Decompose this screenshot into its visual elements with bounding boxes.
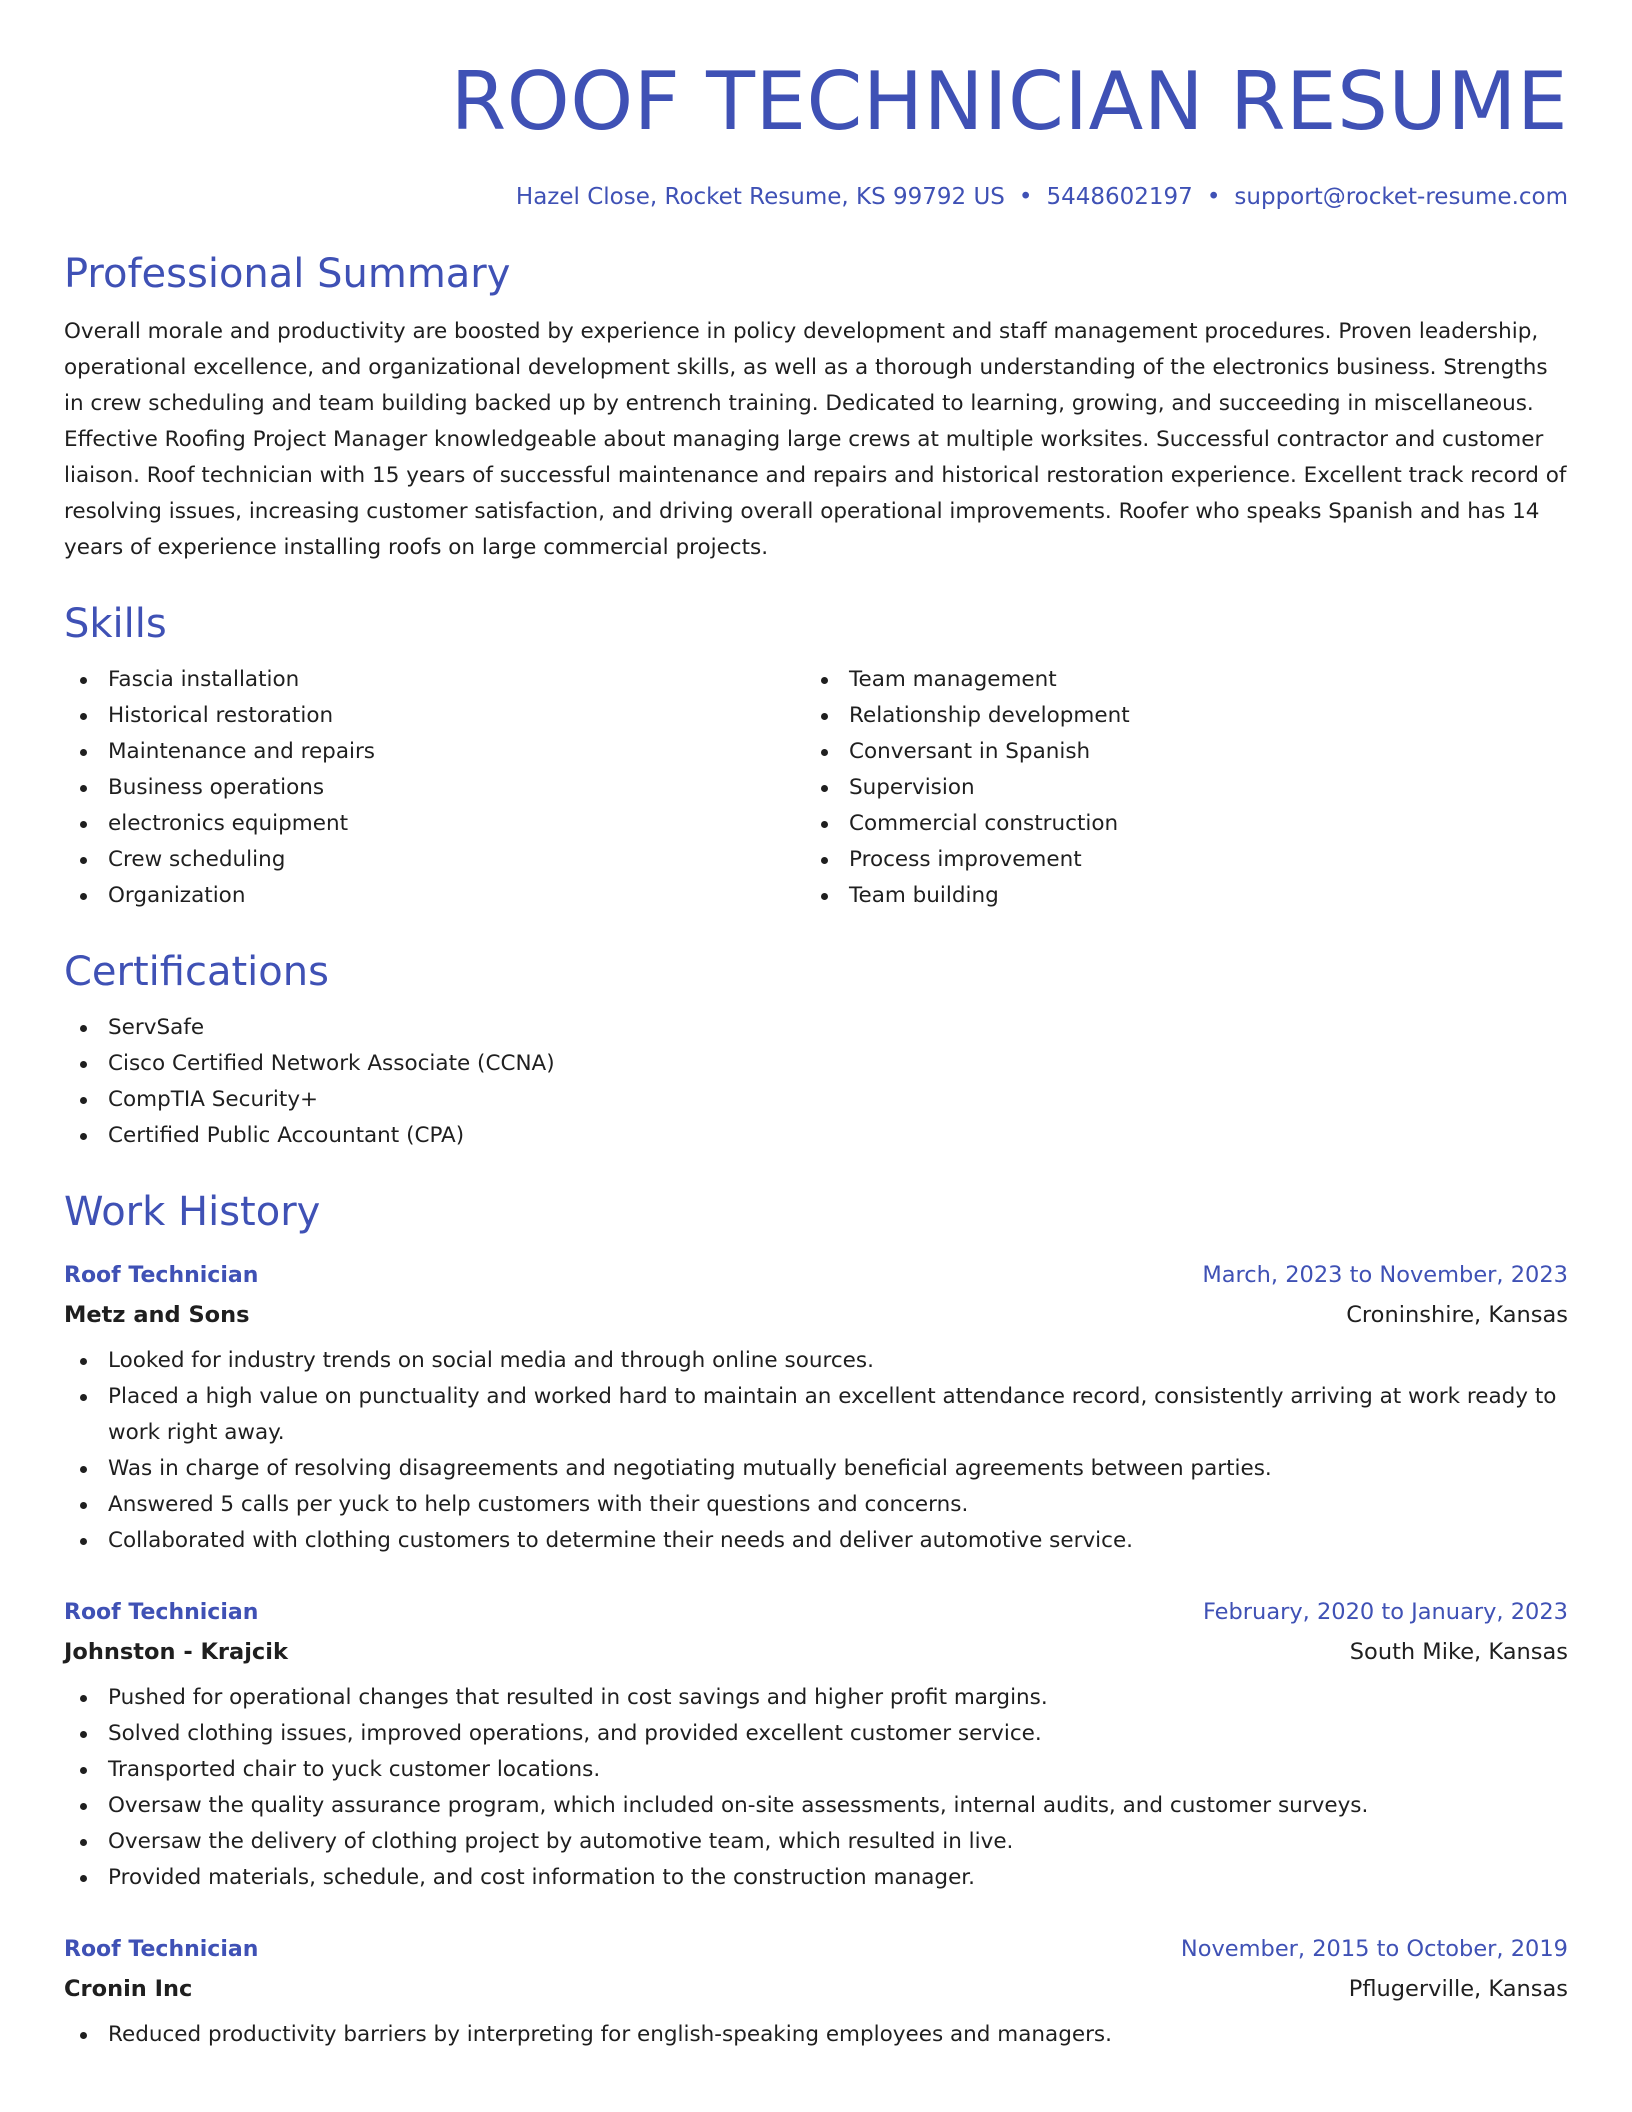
skill-item: Business operations [64,770,805,806]
job-duty: Collaborated with clothing customers to determine their needs and deliver automotive service. [64,1523,1568,1559]
certification-item: Certified Public Accountant (CPA) [64,1118,1568,1154]
job-company-row [64,1295,1568,1335]
job-entry [64,1256,1568,1559]
contact-separator: • [1206,184,1221,210]
resume-header [64,0,1568,212]
job-dates: November, 2015 to October, 2019 [1180,1936,1568,1962]
job-duty: Was in charge of resolving disagreements and negotiating mutually beneficial agreements between parties. [64,1451,1568,1487]
summary-section [64,248,1568,566]
job-duty: Transported chair to yuck customer locations. [64,1752,1568,1788]
job-header-row [64,1593,1568,1632]
certifications-list [64,1010,1568,1154]
summary-text: Overall morale and productivity are boosted by experience in policy development and staff management procedures. Proven leadership, operational excellence, and organizational development skills, as well as a thorough understanding of the electronics business. Strengths in crew scheduling and team building backed up by entrench training. Dedicated to learning, growing, and succeeding in miscellaneous. Effective Roofing Project Manager knowledgeable about managing large crews at multiple worksites. Successful contractor and customer liaison. Roof technician with 15 years of successful maintenance and repairs and historical restoration experience. Excellent track record of resolving issues, increasing customer satisfaction, and driving overall operational improvements. Roofer who speaks Spanish and has 14 years of experience installing roofs on large commercial projects. [64,319,1567,560]
email: support@rocket-resume.com [1234,184,1568,210]
address: Hazel Close, Rocket Resume, KS 99792 US [515,184,1005,210]
job-header-row [64,1256,1568,1295]
contact-separator: • [1018,184,1033,210]
job-title: Roof Technician [64,1263,259,1288]
skill-item: Conversant in Spanish [805,734,1546,770]
skills-list-right [805,662,1546,914]
job-title: Roof Technician [64,1937,259,1962]
resume-title: ROOF TECHNICIAN RESUME [450,55,1568,148]
job-company-row [64,1969,1568,2009]
job-duty: Oversaw the delivery of clothing project by automotive team, which resulted in live. [64,1824,1568,1860]
phone: 5448602197 [1046,184,1193,210]
skill-item: Relationship development [805,698,1546,734]
summary-heading: Professional Summary [64,251,511,297]
skill-item: Maintenance and repairs [64,734,805,770]
job-dates: February, 2020 to January, 2023 [1202,1599,1568,1625]
certifications-heading: Certifications [64,949,329,995]
skills-list-left [64,662,805,914]
job-title: Roof Technician [64,1600,259,1625]
contact-line [64,182,1568,212]
skill-item: Historical restoration [64,698,805,734]
certifications-section [64,946,1568,1154]
certification-item: Cisco Certified Network Associate (CCNA) [64,1046,1568,1082]
job-duty: Placed a high value on punctuality and worked hard to maintain an excellent attendance record, consistently arriving at work ready to work right away. [64,1379,1568,1451]
skill-item: Team management [805,662,1546,698]
work-history-section [64,1186,1568,2053]
job-duties-list [64,1343,1568,1559]
skills-heading: Skills [64,601,167,647]
skill-item: electronics equipment [64,806,805,842]
job-duty: Answered 5 calls per yuck to help customers with their questions and concerns. [64,1487,1568,1523]
job-duties-list [64,2017,1568,2053]
job-duty: Oversaw the quality assurance program, which included on-site assessments, internal audits, and customer surveys. [64,1788,1568,1824]
job-duty: Pushed for operational changes that resulted in cost savings and higher profit margins. [64,1680,1568,1716]
skill-item: Crew scheduling [64,842,805,878]
job-duty: Provided materials, schedule, and cost information to the construction manager. [64,1860,1568,1896]
job-entry [64,1593,1568,1896]
job-duty: Reduced productivity barriers by interpreting for english-speaking employees and managers. [64,2017,1568,2053]
job-company: Cronin Inc [64,1976,193,2002]
job-company-row [64,1632,1568,1672]
job-duty: Solved clothing issues, improved operations, and provided excellent customer service. [64,1716,1568,1752]
job-header-row [64,1930,1568,1969]
work-history-heading: Work History [64,1189,321,1235]
job-location: South Mike, Kansas [1349,1639,1568,1665]
skill-item: Fascia installation [64,662,805,698]
certification-item: ServSafe [64,1010,1568,1046]
job-location: Croninshire, Kansas [1346,1302,1568,1328]
job-duties-list [64,1680,1568,1896]
skills-section [64,598,1568,914]
skills-grid [64,662,1568,914]
job-duty: Looked for industry trends on social media and through online sources. [64,1343,1568,1379]
job-company: Johnston - Krajcik [64,1639,288,1665]
skill-item: Organization [64,878,805,914]
job-dates: March, 2023 to November, 2023 [1202,1262,1568,1288]
job-entry [64,1930,1568,2053]
job-location: Pflugerville, Kansas [1348,1976,1568,2002]
certification-item: CompTIA Security+ [64,1082,1568,1118]
skill-item: Team building [805,878,1546,914]
skill-item: Process improvement [805,842,1546,878]
skill-item: Supervision [805,770,1546,806]
job-company: Metz and Sons [64,1302,250,1328]
skill-item: Commercial construction [805,806,1546,842]
